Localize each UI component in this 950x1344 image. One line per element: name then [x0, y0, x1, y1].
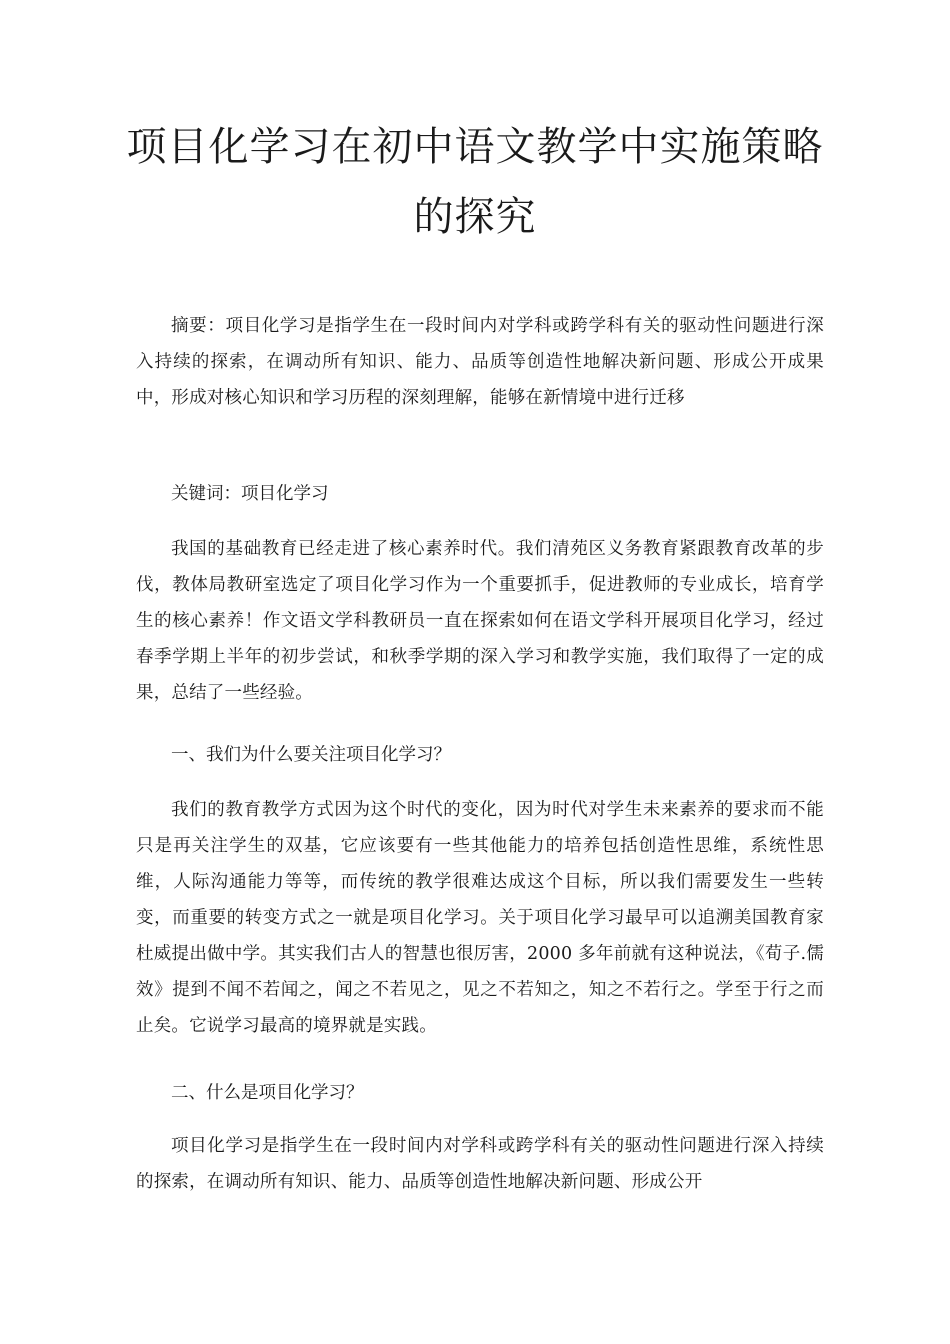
intro-paragraph: 我国的基础教育已经走进了核心素养时代。我们清苑区义务教育紧跟教育改革的步伐，教体局教研室选定了项目化学习作为一个重要抓手，促进教师的专业成长，培育学生的核心素养！作文语文学科教研员一直在探索如何在语文学科开展项目化学习，经过春季学期上半年的初步尝试，和秋季学期的深入学习和教学实施，我们取得了一定的成果，总结了一些经验。 — [136, 539, 824, 703]
section-2-heading: 二、什么是项目化学习？ — [171, 1083, 364, 1103]
section-1-heading: 一、我们为什么要关注项目化学习？ — [171, 745, 451, 765]
abstract-paragraph: 摘要：项目化学习是指学生在一段时间内对学科或跨学科有关的驱动性问题进行深入持续的探索，在调动所有知识、能力、品质等创造性地解决新问题、形成公开成果中，形成对核心知识和学习历程的深刻理解，能够在新情境中进行迁移 — [136, 316, 824, 408]
keywords-line: 关键词：项目化学习 — [171, 484, 329, 504]
title-line-2: 的探究 — [413, 194, 537, 240]
section-2-paragraph: 项目化学习是指学生在一段时间内对学科或跨学科有关的驱动性问题进行深入持续的探索，在调动所有知识、能力、品质等创造性地解决新问题、形成公开 — [136, 1136, 824, 1192]
title-line-1: 项目化学习在初中语文教学中实施策略 — [126, 124, 824, 170]
section-1-paragraph: 我们的教育教学方式因为这个时代的变化，因为时代对学生未来素养的要求而不能只是再关注学生的双基，它应该要有一些其他能力的培养包括创造性思维，系统性思维，人际沟通能力等等，而传统的教学很难达成这个目标，所以我们需要发生一些转变，而重要的转变方式之一就是项目化学习。关于项目化学习最早可以追溯美国教育家杜威提出做中学。其实我们古人的智慧也很厉害，2000 多年前就有这种说法，《荀子.儒效》提到不闻不若闻之，闻之不若见之，见之不若知之，知之不若行之。学至于行之而止矣。它说学习最高的境界就是实践。 — [136, 800, 824, 1036]
